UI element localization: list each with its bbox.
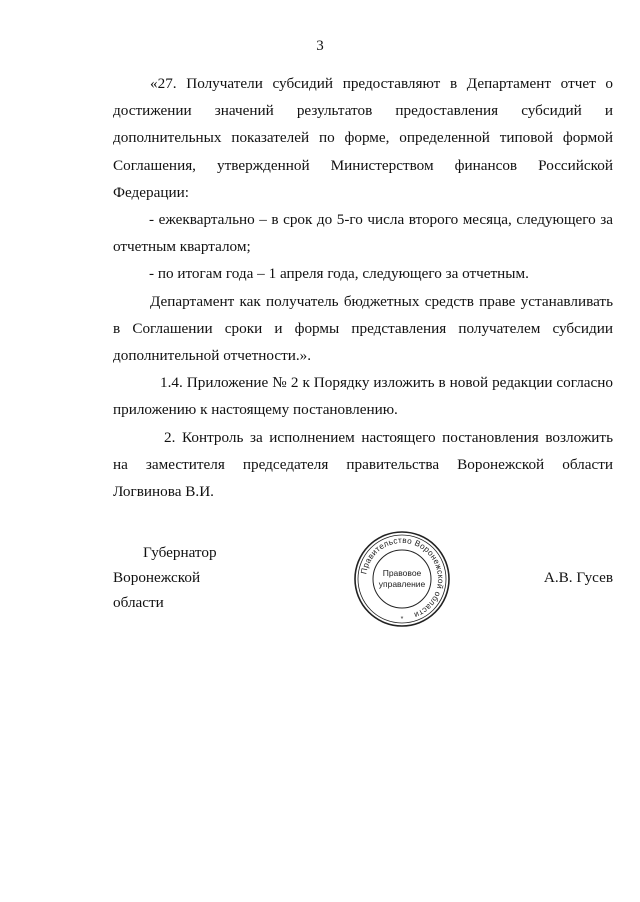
document-body	[113, 70, 613, 505]
paragraph-27: «27. Получатели субсидий предоставляют в Департамент отчет о достижении значений результатов предоставления субсидий и дополнительных показателей по форме, определенной типовой формой Соглашения, утвержденной Министерством финансов Российской Федерации:	[113, 75, 613, 201]
paragraph-1-4: 1.4. Приложение № 2 к Порядку изложить в новой редакции согласно приложению к настоящему постановлению.	[113, 374, 613, 419]
signatory-title-line2: Воронежской области	[113, 569, 201, 611]
list-item-quarterly: - ежеквартально – в срок до 5-го числа второго месяца, следующего за отчетным кварталом;	[113, 211, 613, 256]
svg-text:*: *	[400, 616, 404, 623]
svg-text:Правовое: Правовое	[382, 568, 422, 578]
signatory-name: А.В. Гусев	[543, 569, 613, 586]
paragraph-2-control: 2. Контроль за исполнением настоящего постановления возложить на заместителя председателя правительства Воронежской области Логвинова В.И.	[113, 428, 613, 501]
signature-block	[113, 535, 613, 645]
paragraph-department-rights: Департамент как получатель бюджетных средств праве устанавливать в Соглашении сроки и формы представления получателем субсидии дополнительной отчетности.».	[113, 292, 613, 365]
page-number: 3	[316, 38, 324, 54]
signatory-title-line1: Губернатор	[143, 544, 217, 561]
svg-text:управление: управление	[378, 579, 426, 589]
official-stamp	[352, 529, 452, 629]
list-item-yearly: - по итогам года – 1 апреля года, следующего за отчетным.	[149, 265, 529, 283]
signatory-title	[113, 540, 253, 615]
svg-text:Правительство Воронежской обла: Правительство Воронежской области	[359, 535, 446, 620]
